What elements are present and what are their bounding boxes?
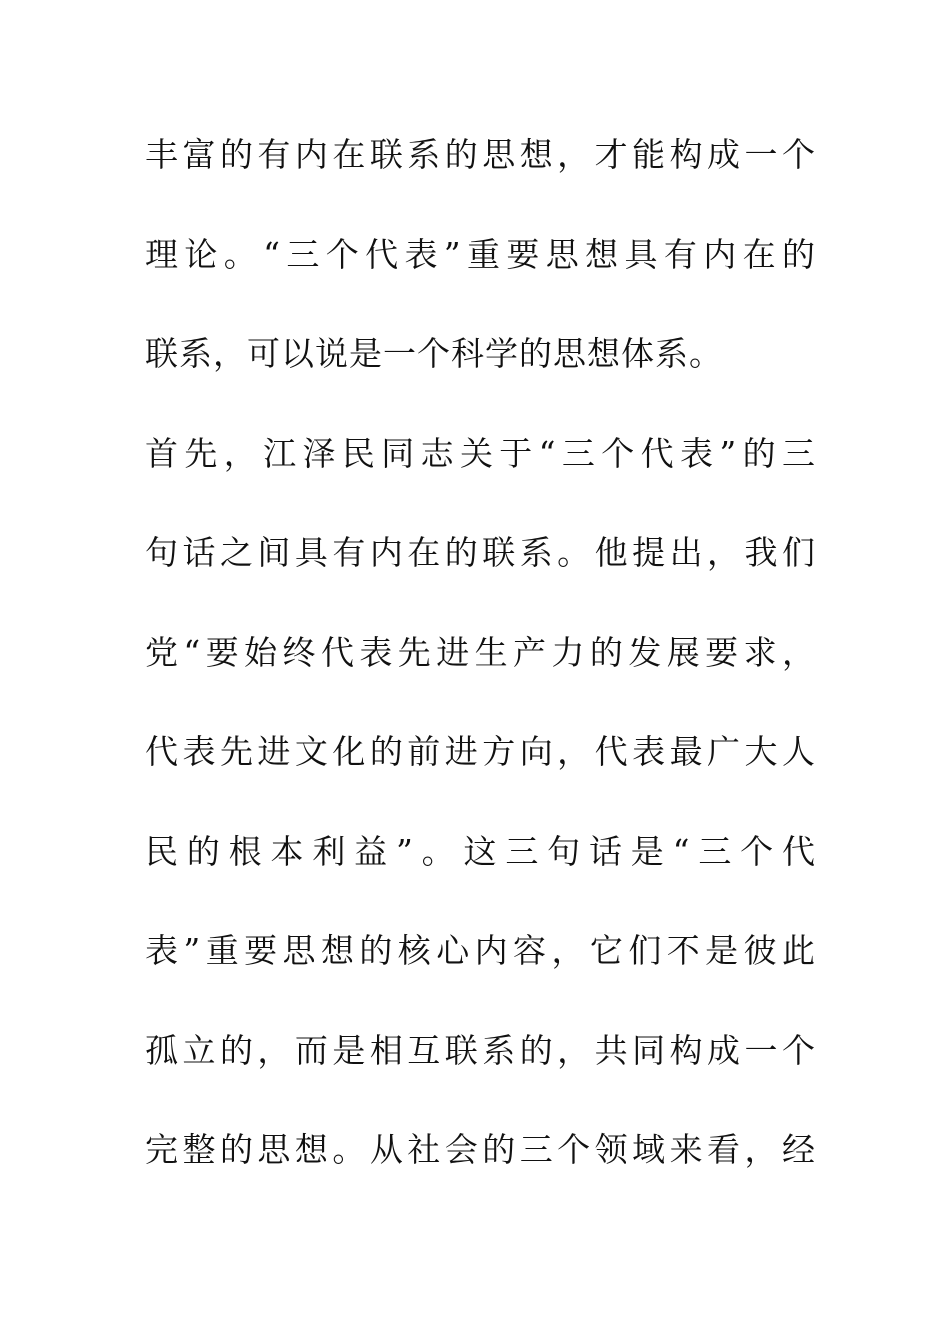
text-line-9: 表”重要思想的核心内容，它们不是彼此 <box>145 931 815 970</box>
text-line-11: 完整的思想。从社会的三个领域来看，经 <box>145 1130 815 1169</box>
text-line-8: 民的根本利益”。这三句话是“三个代 <box>145 831 815 871</box>
body-text <box>145 122 815 1217</box>
text-line-3: 联系，可以说是一个科学的思想体系。 <box>145 334 723 373</box>
text-line-7: 代表先进文化的前进方向，代表最广大人 <box>145 732 815 771</box>
text-line-5: 句话之间具有内在的联系。他提出，我们 <box>145 533 815 572</box>
text-line-6: 党“要始终代表先进生产力的发展要求， <box>145 632 815 672</box>
text-line-4: 首先，江泽民同志关于“三个代表”的三 <box>145 433 815 473</box>
text-line-1: 丰富的有内在联系的思想，才能构成一个 <box>145 135 815 174</box>
text-line-2: 理论。“三个代表”重要思想具有内在的 <box>145 234 815 274</box>
text-line-10: 孤立的，而是相互联系的，共同构成一个 <box>145 1030 815 1070</box>
